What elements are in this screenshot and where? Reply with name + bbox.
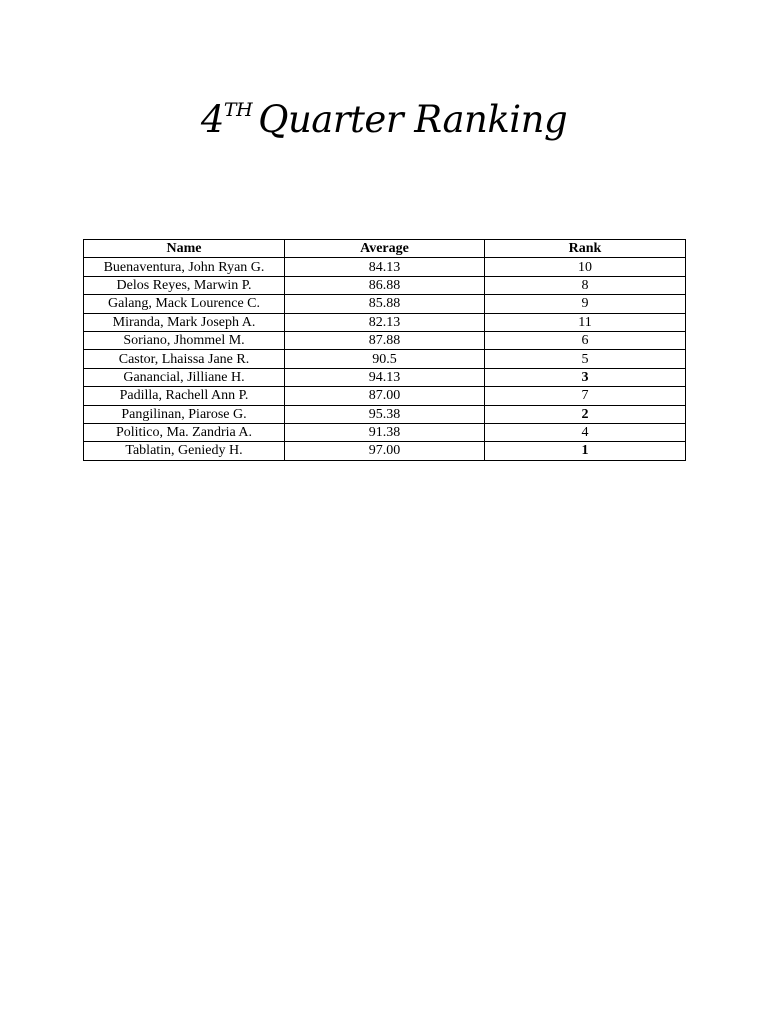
- table-row: [84, 368, 686, 386]
- cell-average: 95.38: [285, 405, 485, 423]
- table-header-row: [84, 240, 686, 258]
- cell-average: 85.88: [285, 295, 485, 313]
- cell-name: Pangilinan, Piarose G.: [84, 405, 285, 423]
- cell-average: 91.38: [285, 423, 485, 441]
- cell-rank: 8: [485, 276, 686, 294]
- cell-average: 90.5: [285, 350, 485, 368]
- cell-rank: 1: [485, 442, 686, 460]
- header-rank: Rank: [485, 240, 686, 258]
- cell-rank: 10: [485, 258, 686, 276]
- cell-name: Ganancial, Jilliane H.: [84, 368, 285, 386]
- cell-rank: 5: [485, 350, 686, 368]
- cell-name: Tablatin, Geniedy H.: [84, 442, 285, 460]
- cell-name: Delos Reyes, Marwin P.: [84, 276, 285, 294]
- title-text: Quarter Ranking: [258, 98, 568, 141]
- cell-rank: 6: [485, 331, 686, 349]
- header-name: Name: [84, 240, 285, 258]
- table-row: [84, 423, 686, 441]
- cell-rank: 4: [485, 423, 686, 441]
- title-number: 4: [200, 98, 224, 141]
- cell-name: Miranda, Mark Joseph A.: [84, 313, 285, 331]
- cell-rank: 2: [485, 405, 686, 423]
- cell-average: 94.13: [285, 368, 485, 386]
- table-row: [84, 258, 686, 276]
- table-row: [84, 331, 686, 349]
- cell-average: 86.88: [285, 276, 485, 294]
- cell-rank: 9: [485, 295, 686, 313]
- cell-average: 84.13: [285, 258, 485, 276]
- table-row: [84, 405, 686, 423]
- cell-average: 97.00: [285, 442, 485, 460]
- cell-name: Soriano, Jhommel M.: [84, 331, 285, 349]
- ranking-table: [83, 239, 686, 461]
- table-row: [84, 350, 686, 368]
- table-row: [84, 295, 686, 313]
- page-title: [0, 96, 768, 144]
- table-row: [84, 442, 686, 460]
- cell-name: Buenaventura, John Ryan G.: [84, 258, 285, 276]
- title-superscript: TH: [223, 99, 253, 121]
- table-row: [84, 313, 686, 331]
- cell-rank: 3: [485, 368, 686, 386]
- cell-name: Politico, Ma. Zandria A.: [84, 423, 285, 441]
- cell-name: Castor, Lhaissa Jane R.: [84, 350, 285, 368]
- table-row: [84, 276, 686, 294]
- cell-average: 87.88: [285, 331, 485, 349]
- cell-name: Padilla, Rachell Ann P.: [84, 387, 285, 405]
- cell-rank: 7: [485, 387, 686, 405]
- cell-rank: 11: [485, 313, 686, 331]
- cell-name: Galang, Mack Lourence C.: [84, 295, 285, 313]
- header-average: Average: [285, 240, 485, 258]
- cell-average: 82.13: [285, 313, 485, 331]
- table-row: [84, 387, 686, 405]
- cell-average: 87.00: [285, 387, 485, 405]
